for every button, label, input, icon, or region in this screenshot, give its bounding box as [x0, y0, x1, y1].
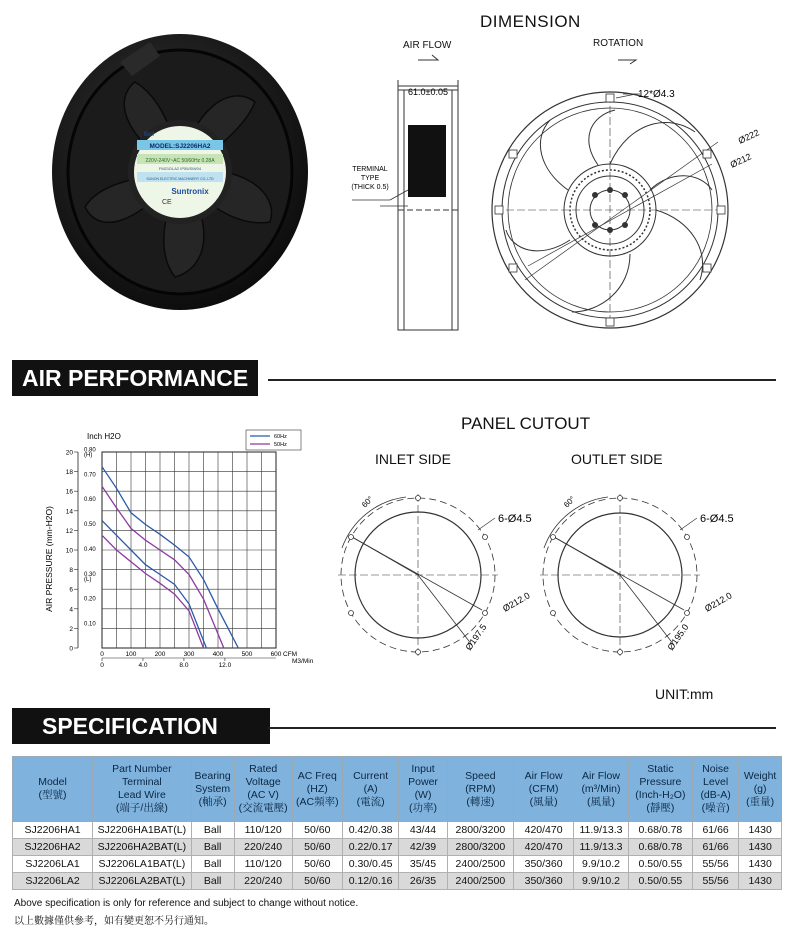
fan-photo	[40, 22, 320, 322]
table-cell: 420/470	[514, 822, 574, 839]
spec-header-line: Part Number	[112, 763, 172, 775]
table-cell: 0.68/0.78	[628, 822, 692, 839]
spec-header-line: (Inch-H₂O)	[635, 789, 686, 801]
table-cell: 2400/2500	[447, 856, 513, 873]
y-mm-tick: 16	[65, 488, 73, 496]
spec-header-line: Speed	[465, 769, 496, 782]
table-cell: 0.68/0.78	[628, 839, 692, 856]
table-row	[13, 873, 782, 890]
air-flow-label: AIR FLOW	[403, 40, 452, 51]
table-cell: SJ2206LA2BAT(L)	[93, 873, 192, 890]
y-inch-tick: 0.10	[84, 621, 96, 628]
depth-dimension: 61.0±0.05	[408, 87, 448, 97]
spec-header-line: (噪音)	[701, 802, 730, 814]
y-axis-inch-label: Inch H2O	[87, 432, 121, 441]
x-cfm-tick: 100	[125, 651, 137, 658]
table-cell: SJ2206HA1	[13, 822, 93, 839]
spec-header-line: Air Flow	[524, 769, 563, 782]
spec-header-6	[399, 757, 447, 822]
rotation-label: ROTATION	[593, 38, 644, 49]
outlet-angle: 60°	[562, 494, 577, 510]
spec-header-line: Input	[411, 763, 435, 775]
label-line2: FM21DLA2 IP55/SM/04	[158, 166, 202, 171]
table-cell: 50/60	[292, 873, 342, 890]
spec-header-line: (A)	[363, 782, 378, 795]
x-cfm-tick: 600	[270, 651, 282, 658]
table-cell: 2800/3200	[447, 839, 513, 856]
chart-legend	[246, 430, 301, 450]
table-cell: 2400/2500	[447, 873, 513, 890]
x-axis-m3	[100, 658, 276, 669]
spec-header-line: Bearing	[194, 769, 231, 782]
y-mm-tick: 10	[65, 547, 73, 555]
table-cell: 1430	[739, 822, 782, 839]
spec-header-line: Lead Wire	[117, 789, 166, 801]
spec-header-9	[574, 757, 629, 822]
spec-body	[13, 822, 782, 890]
spec-header-12	[739, 757, 782, 822]
table-cell: SJ2206HA2BAT(L)	[93, 839, 192, 856]
spec-header-line: Static	[647, 763, 674, 775]
spec-header-line: Pressure	[639, 776, 682, 788]
spec-header-line: (dB-A)	[700, 789, 731, 801]
table-cell: 50/60	[292, 822, 342, 839]
table-cell: 9.9/10.2	[574, 856, 629, 873]
dimension-title: DIMENSION	[480, 12, 581, 31]
inlet-holes: 6-Ø4.5	[498, 513, 532, 525]
spec-header-line: (風量)	[586, 795, 615, 808]
x-m3-tick: 0	[100, 662, 104, 669]
table-cell: 2800/3200	[447, 822, 513, 839]
y-inch-tick: (H)	[84, 452, 93, 459]
spec-header-line: Noise	[702, 763, 730, 775]
spec-header-line: Model	[38, 776, 67, 788]
spec-header-line: (型號)	[38, 789, 67, 801]
table-cell: 0.42/0.38	[342, 822, 399, 839]
spec-header-line: AC Freq	[297, 769, 337, 782]
table-cell: 0.30/0.45	[342, 856, 399, 873]
spec-header-8	[514, 757, 574, 822]
y-inch-tick: 0.20	[84, 596, 96, 603]
holes-dimension: 12*Ø4.3	[638, 89, 675, 100]
x-cfm-tick: 0	[100, 651, 104, 658]
terminal-block	[408, 125, 446, 197]
x-cfm-tick: 400	[212, 651, 224, 658]
y-inch-tick: 0.30	[84, 571, 96, 578]
table-cell: 220/240	[234, 873, 292, 890]
x-label-cfm: CFM	[283, 651, 298, 658]
y-inch-tick: 0.40	[84, 546, 96, 553]
spec-header-line: (g)	[753, 782, 767, 795]
terminal-line-3: (THICK 0.5)	[351, 184, 389, 191]
side-view	[398, 80, 458, 330]
x-m3-tick: 4.0	[138, 662, 148, 669]
terminal-line-2: TYPE	[360, 175, 380, 182]
spec-header-5	[342, 757, 399, 822]
table-cell: 11.9/13.3	[574, 822, 629, 839]
spec-header-line: (重量)	[746, 795, 775, 808]
air-performance-header: AIR PERFORMANCE	[12, 360, 258, 396]
table-cell: 43/44	[399, 822, 447, 839]
terminal-line-1: TERMINAL	[352, 166, 388, 173]
table-cell: 350/360	[514, 856, 574, 873]
y-mm-tick: 8	[69, 567, 73, 575]
table-cell: 55/56	[692, 856, 738, 873]
label-rating: 220V-240V~AC 50/60Hz 0.28A	[145, 158, 215, 164]
x-label-m3: M3/Min	[292, 658, 314, 665]
rotation-arrow	[618, 60, 636, 64]
label-model: MODEL:SJ2206HA2	[149, 143, 211, 150]
y-inch-tick: 0.50	[84, 522, 96, 529]
table-cell: 350/360	[514, 873, 574, 890]
table-cell: 61/66	[692, 839, 738, 856]
legend-60hz: 60Hz	[274, 434, 287, 440]
inlet-side-label: INLET SIDE	[375, 451, 451, 467]
y-inch-tick: 0.80	[84, 447, 96, 454]
y-axis-label: AIR PRESSURE (mm-H2O)	[44, 506, 54, 612]
y-mm-tick: 18	[65, 469, 73, 477]
table-cell: SJ2206LA1BAT(L)	[93, 856, 192, 873]
spec-header-4	[292, 757, 342, 822]
y-inch-tick: (L)	[84, 576, 92, 583]
y-mm-tick: 14	[65, 508, 73, 516]
inlet-diameter-inner: Ø197.5	[463, 622, 489, 653]
label-brand: Bell	[144, 132, 155, 138]
spec-header-10	[628, 757, 692, 822]
air-flow-arrow	[418, 55, 438, 60]
y-mm-tick: 2	[69, 625, 73, 633]
table-cell: SJ2206LA2	[13, 873, 93, 890]
table-cell: 0.12/0.16	[342, 873, 399, 890]
x-m3-tick: 12.0	[218, 662, 232, 669]
table-cell: 420/470	[514, 839, 574, 856]
spec-header-line: Air Flow	[582, 769, 620, 782]
outlet-side-label: OUTLET SIDE	[571, 451, 663, 467]
table-cell: 50/60	[292, 856, 342, 873]
specification-header: SPECIFICATION	[12, 708, 270, 744]
inner-diameter: Ø212	[728, 151, 753, 170]
spec-header-line: (HZ)	[306, 782, 328, 795]
y-inch-tick: 0.70	[84, 472, 96, 479]
table-cell: 42/39	[399, 839, 447, 856]
spec-header-7	[447, 757, 513, 822]
legend-50hz: 50Hz	[274, 442, 287, 448]
x-m3-tick: 8.0	[179, 662, 189, 669]
y-mm-tick: 0	[69, 645, 73, 653]
spec-header-line: (電流)	[356, 795, 385, 808]
y-mm-tick: 20	[65, 449, 73, 457]
spec-header-row	[13, 757, 782, 822]
panel-cutout-title: PANEL CUTOUT	[461, 414, 591, 433]
spec-header-line: Rated	[249, 763, 278, 775]
label-make: Suntronix	[171, 187, 209, 196]
spec-header-line: (軸承)	[198, 795, 227, 808]
spec-header-line: (W)	[414, 789, 432, 801]
outer-diameter: Ø222	[736, 127, 761, 146]
table-cell: Ball	[191, 873, 234, 890]
note-english: Above specification is only for reference and subject to change without notice.	[14, 898, 359, 909]
performance-chart	[40, 426, 314, 669]
table-cell: 0.22/0.17	[342, 839, 399, 856]
x-axis-cfm	[100, 651, 282, 658]
spec-header-line: Weight	[743, 769, 777, 782]
spec-header-3	[234, 757, 292, 822]
spec-header-line: (AC V)	[247, 789, 279, 801]
spec-header-line: (轉速)	[466, 795, 495, 808]
spec-header-line: (端子/出線)	[115, 802, 168, 814]
spec-header-line: Current	[353, 769, 389, 782]
chart-grid	[102, 452, 276, 648]
table-cell: 11.9/13.3	[574, 839, 629, 856]
table-cell: 0.50/0.55	[628, 856, 692, 873]
table-cell: 55/56	[692, 873, 738, 890]
y-axis-inch	[84, 447, 96, 627]
spec-header-0	[13, 757, 93, 822]
spec-header-line: (CFM)	[528, 782, 559, 795]
table-cell: Ball	[191, 822, 234, 839]
table-cell: 1430	[739, 839, 782, 856]
table-cell: 1430	[739, 856, 782, 873]
table-row	[13, 856, 782, 873]
spec-header-line: Terminal	[122, 776, 162, 788]
spec-header-line: (交流電壓)	[238, 802, 288, 814]
table-cell: 1430	[739, 873, 782, 890]
table-cell: Ball	[191, 839, 234, 856]
table-cell: 220/240	[234, 839, 292, 856]
spec-header-1	[93, 757, 192, 822]
table-cell: SJ2206LA1	[13, 856, 93, 873]
table-cell: 110/120	[234, 856, 292, 873]
spec-header-line: Voltage	[245, 776, 281, 788]
x-cfm-tick: 200	[154, 651, 166, 658]
table-cell: SJ2206HA2	[13, 839, 93, 856]
spec-header-line: System	[195, 782, 231, 795]
label-line3: SUNON ELECTRIC MACHINERY CO.,LTD	[146, 177, 214, 181]
table-cell: 50/60	[292, 839, 342, 856]
front-view	[492, 92, 728, 328]
x-cfm-tick: 300	[183, 651, 195, 658]
spec-header-line: (m³/Min)	[581, 782, 621, 795]
inlet-diameter-outer: Ø212.0	[501, 590, 532, 614]
table-cell: 26/35	[399, 873, 447, 890]
spec-header-line: (RPM)	[465, 782, 496, 795]
table-row	[13, 822, 782, 839]
panel-cutout-drawing	[330, 470, 790, 670]
table-cell: SJ2206HA1BAT(L)	[93, 822, 192, 839]
table-cell: 9.9/10.2	[574, 873, 629, 890]
table-row	[13, 839, 782, 856]
spec-header-line: Power	[408, 776, 438, 788]
spec-header-line: (靜壓)	[646, 802, 675, 814]
y-mm-tick: 4	[69, 606, 73, 614]
table-cell: 110/120	[234, 822, 292, 839]
spec-header-line: (風量)	[529, 795, 558, 808]
table-cell: 61/66	[692, 822, 738, 839]
x-cfm-tick: 500	[241, 651, 253, 658]
table-cell: 35/45	[399, 856, 447, 873]
outlet-diameter-outer: Ø212.0	[703, 590, 734, 614]
table-cell: Ball	[191, 856, 234, 873]
specification-table	[12, 756, 782, 890]
y-axis-mm	[66, 450, 78, 653]
spec-header-line: (功率)	[409, 802, 438, 814]
y-mm-tick: 12	[65, 527, 73, 535]
y-inch-tick: 0.60	[84, 497, 96, 504]
note-chinese: 以上數據僅供參考，如有變更恕不另行通知。	[14, 916, 214, 927]
ce-mark: CE	[162, 199, 172, 206]
unit-label: UNIT:mm	[655, 686, 714, 702]
outlet-diameter-inner: Ø195.0	[665, 622, 691, 653]
inlet-angle: 60°	[360, 494, 375, 510]
spec-header-line: (AC頻率)	[296, 795, 339, 808]
dimension-drawing	[340, 50, 790, 350]
air-performance-rule	[268, 379, 776, 381]
spec-header-line: Level	[703, 776, 729, 788]
spec-header-11	[692, 757, 738, 822]
y-mm-tick: 6	[69, 586, 73, 594]
table-cell: 0.50/0.55	[628, 873, 692, 890]
spec-header-2	[191, 757, 234, 822]
outlet-holes: 6-Ø4.5	[700, 513, 734, 525]
specification-rule	[268, 727, 776, 729]
